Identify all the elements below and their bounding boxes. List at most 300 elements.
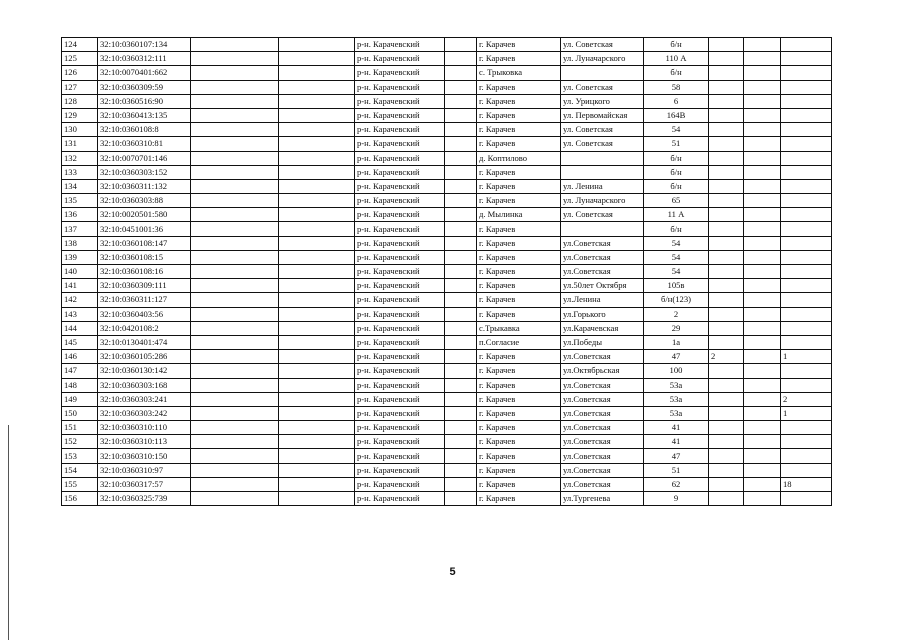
cell-locality: г. Карачев — [477, 364, 561, 378]
cell-extra-2 — [744, 208, 781, 222]
cell-empty — [279, 123, 355, 137]
cell-empty — [445, 265, 477, 279]
cell-district: р-н. Карачевский — [355, 208, 445, 222]
cell-house-number: 54 — [644, 236, 709, 250]
cell-row-number: 125 — [62, 52, 98, 66]
cell-house-number: 2 — [644, 307, 709, 321]
cell-extra-1 — [709, 38, 744, 52]
cell-cadastral-number: 32:10:0360108:15 — [98, 250, 191, 264]
table-row — [62, 477, 832, 491]
cell-district: р-н. Карачевский — [355, 265, 445, 279]
cell-extra-2 — [744, 378, 781, 392]
cell-street — [561, 66, 644, 80]
cell-extra-2 — [744, 222, 781, 236]
cell-street: ул.Карачевская — [561, 321, 644, 335]
cell-empty — [445, 179, 477, 193]
cell-locality: г. Карачев — [477, 80, 561, 94]
cell-house-number: 47 — [644, 350, 709, 364]
cell-cadastral-number: 32:10:0420108:2 — [98, 321, 191, 335]
cell-house-number: 53а — [644, 392, 709, 406]
cell-empty — [445, 321, 477, 335]
cell-extra-2 — [744, 151, 781, 165]
cell-extra-2 — [744, 38, 781, 52]
cell-street: ул. Советская — [561, 38, 644, 52]
cell-empty — [279, 449, 355, 463]
cell-locality: г. Карачев — [477, 293, 561, 307]
cell-empty — [445, 94, 477, 108]
cell-empty — [279, 435, 355, 449]
cell-cadastral-number: 32:10:0360108:8 — [98, 123, 191, 137]
cell-district: р-н. Карачевский — [355, 108, 445, 122]
cell-locality: г. Карачев — [477, 378, 561, 392]
cell-empty — [191, 477, 279, 491]
cell-empty — [191, 392, 279, 406]
cell-house-number: 54 — [644, 265, 709, 279]
cell-empty — [279, 52, 355, 66]
cell-extra-3 — [781, 463, 832, 477]
cell-empty — [191, 335, 279, 349]
cell-empty — [191, 222, 279, 236]
cell-extra-1 — [709, 66, 744, 80]
cell-empty — [191, 435, 279, 449]
cell-extra-2 — [744, 449, 781, 463]
cell-empty — [445, 477, 477, 491]
cell-district: р-н. Карачевский — [355, 449, 445, 463]
cell-empty — [279, 279, 355, 293]
cell-row-number: 137 — [62, 222, 98, 236]
cell-cadastral-number: 32:10:0360303:242 — [98, 406, 191, 420]
cell-extra-3 — [781, 222, 832, 236]
cell-row-number: 150 — [62, 406, 98, 420]
cell-empty — [191, 463, 279, 477]
table-row — [62, 435, 832, 449]
cell-empty — [279, 222, 355, 236]
cell-empty — [445, 250, 477, 264]
cell-empty — [191, 321, 279, 335]
cell-extra-2 — [744, 94, 781, 108]
cell-district: р-н. Карачевский — [355, 335, 445, 349]
cell-house-number: 47 — [644, 449, 709, 463]
cell-empty — [445, 378, 477, 392]
cell-locality: г. Карачев — [477, 392, 561, 406]
cell-row-number: 138 — [62, 236, 98, 250]
cell-row-number: 145 — [62, 335, 98, 349]
cell-row-number: 124 — [62, 38, 98, 52]
cell-extra-2 — [744, 279, 781, 293]
cell-district: р-н. Карачевский — [355, 137, 445, 151]
cell-cadastral-number: 32:10:0360303:241 — [98, 392, 191, 406]
cell-extra-2 — [744, 335, 781, 349]
cell-empty — [445, 165, 477, 179]
cell-street: ул. Ленина — [561, 179, 644, 193]
cell-extra-3 — [781, 137, 832, 151]
cell-street: ул. Первомайская — [561, 108, 644, 122]
cell-empty — [279, 108, 355, 122]
cell-street: ул. Луначарского — [561, 52, 644, 66]
cell-extra-3 — [781, 250, 832, 264]
cell-extra-2 — [744, 477, 781, 491]
cell-extra-2 — [744, 123, 781, 137]
cell-extra-1 — [709, 335, 744, 349]
cell-cadastral-number: 32:10:0360303:88 — [98, 194, 191, 208]
cell-empty — [191, 307, 279, 321]
cell-empty — [279, 38, 355, 52]
cell-street: ул. Советская — [561, 208, 644, 222]
cell-empty — [445, 392, 477, 406]
cell-extra-1 — [709, 208, 744, 222]
cell-empty — [445, 137, 477, 151]
cell-extra-1 — [709, 421, 744, 435]
cell-row-number: 142 — [62, 293, 98, 307]
cell-cadastral-number: 32:10:0360310:97 — [98, 463, 191, 477]
cell-empty — [279, 179, 355, 193]
table-row — [62, 250, 832, 264]
cell-row-number: 147 — [62, 364, 98, 378]
cell-row-number: 128 — [62, 94, 98, 108]
cell-street: ул. Луначарского — [561, 194, 644, 208]
cell-locality: г. Карачев — [477, 222, 561, 236]
cell-extra-2 — [744, 108, 781, 122]
cell-locality: г. Карачев — [477, 194, 561, 208]
cell-house-number: б/н — [644, 151, 709, 165]
cell-row-number: 133 — [62, 165, 98, 179]
cell-extra-1 — [709, 293, 744, 307]
cell-street: ул.Советская — [561, 392, 644, 406]
cell-cadastral-number: 32:10:0360105:286 — [98, 350, 191, 364]
table-row — [62, 194, 832, 208]
cell-house-number: 53а — [644, 406, 709, 420]
cell-cadastral-number: 32:10:0360310:113 — [98, 435, 191, 449]
cell-empty — [445, 236, 477, 250]
cell-empty — [191, 350, 279, 364]
table-row — [62, 151, 832, 165]
table-row — [62, 307, 832, 321]
cell-empty — [279, 194, 355, 208]
cell-street: ул.Советская — [561, 435, 644, 449]
cell-empty — [191, 179, 279, 193]
page-edge-line — [8, 425, 9, 640]
cell-district: р-н. Карачевский — [355, 66, 445, 80]
cell-empty — [445, 335, 477, 349]
cell-row-number: 153 — [62, 449, 98, 463]
cell-empty — [279, 80, 355, 94]
cell-extra-3 — [781, 279, 832, 293]
cell-district: р-н. Карачевский — [355, 293, 445, 307]
cell-extra-3 — [781, 108, 832, 122]
cell-empty — [445, 123, 477, 137]
cell-cadastral-number: 32:10:0360403:56 — [98, 307, 191, 321]
cell-street: ул.Советская — [561, 378, 644, 392]
cell-extra-2 — [744, 194, 781, 208]
cell-district: р-н. Карачевский — [355, 80, 445, 94]
cell-district: р-н. Карачевский — [355, 421, 445, 435]
cell-empty — [279, 151, 355, 165]
table-row — [62, 492, 832, 506]
cell-extra-1 — [709, 463, 744, 477]
cell-street: ул.Советская — [561, 406, 644, 420]
cell-house-number: 9 — [644, 492, 709, 506]
cell-house-number: б/н(123) — [644, 293, 709, 307]
cell-extra-1 — [709, 165, 744, 179]
cell-extra-3 — [781, 165, 832, 179]
cell-locality: г. Карачев — [477, 137, 561, 151]
cell-cadastral-number: 32:10:0360310:110 — [98, 421, 191, 435]
cell-district: р-н. Карачевский — [355, 194, 445, 208]
cell-cadastral-number: 32:10:0360311:132 — [98, 179, 191, 193]
cell-empty — [191, 236, 279, 250]
cell-extra-3 — [781, 66, 832, 80]
cell-row-number: 154 — [62, 463, 98, 477]
cell-district: р-н. Карачевский — [355, 307, 445, 321]
cell-cadastral-number: 32:10:0360303:168 — [98, 378, 191, 392]
table-row — [62, 123, 832, 137]
cell-extra-1 — [709, 123, 744, 137]
cell-house-number: 105в — [644, 279, 709, 293]
cell-locality: г. Карачев — [477, 463, 561, 477]
cell-extra-1 — [709, 435, 744, 449]
cell-house-number: б/н — [644, 38, 709, 52]
cell-empty — [279, 66, 355, 80]
cell-extra-3 — [781, 364, 832, 378]
cell-street: ул.Советская — [561, 350, 644, 364]
cell-empty — [279, 392, 355, 406]
cell-empty — [279, 477, 355, 491]
cell-row-number: 134 — [62, 179, 98, 193]
cell-empty — [279, 406, 355, 420]
cell-empty — [191, 194, 279, 208]
cell-locality: г. Карачев — [477, 108, 561, 122]
cell-empty — [191, 80, 279, 94]
cell-district: р-н. Карачевский — [355, 151, 445, 165]
cell-street: ул.Советская — [561, 421, 644, 435]
cell-locality: г. Карачев — [477, 38, 561, 52]
cell-extra-1 — [709, 179, 744, 193]
cell-cadastral-number: 32:10:0360309:59 — [98, 80, 191, 94]
cell-cadastral-number: 32:10:0360312:111 — [98, 52, 191, 66]
cell-locality: г. Карачев — [477, 421, 561, 435]
cell-house-number: 41 — [644, 435, 709, 449]
cell-district: р-н. Карачевский — [355, 123, 445, 137]
cell-empty — [445, 435, 477, 449]
cell-row-number: 143 — [62, 307, 98, 321]
cell-empty — [445, 364, 477, 378]
cell-empty — [279, 378, 355, 392]
cell-extra-3 — [781, 94, 832, 108]
cell-extra-3 — [781, 208, 832, 222]
cell-locality: п.Согласие — [477, 335, 561, 349]
cell-district: р-н. Карачевский — [355, 279, 445, 293]
cell-empty — [279, 463, 355, 477]
cell-extra-2 — [744, 406, 781, 420]
registry-table-body — [62, 38, 832, 506]
cell-district: р-н. Карачевский — [355, 222, 445, 236]
table-row — [62, 463, 832, 477]
cell-extra-2 — [744, 66, 781, 80]
table-row — [62, 222, 832, 236]
cell-extra-1 — [709, 406, 744, 420]
cell-house-number: 51 — [644, 463, 709, 477]
cell-cadastral-number: 32:10:0360317:57 — [98, 477, 191, 491]
cell-empty — [191, 378, 279, 392]
cell-district: р-н. Карачевский — [355, 350, 445, 364]
cell-empty — [279, 250, 355, 264]
cell-empty — [279, 265, 355, 279]
cell-cadastral-number: 32:10:0360108:147 — [98, 236, 191, 250]
cell-empty — [191, 406, 279, 420]
cell-street — [561, 151, 644, 165]
cell-street: ул.Горького — [561, 307, 644, 321]
cell-empty — [279, 492, 355, 506]
cell-district: р-н. Карачевский — [355, 435, 445, 449]
cell-extra-3 — [781, 449, 832, 463]
cell-empty — [279, 321, 355, 335]
cell-empty — [445, 406, 477, 420]
cell-extra-3 — [781, 151, 832, 165]
table-row — [62, 378, 832, 392]
cell-extra-1: 2 — [709, 350, 744, 364]
cell-row-number: 151 — [62, 421, 98, 435]
cell-row-number: 132 — [62, 151, 98, 165]
cell-district: р-н. Карачевский — [355, 179, 445, 193]
cell-empty — [191, 449, 279, 463]
cell-extra-2 — [744, 364, 781, 378]
cell-district: р-н. Карачевский — [355, 364, 445, 378]
cell-extra-3 — [781, 52, 832, 66]
cell-extra-1 — [709, 492, 744, 506]
table-row — [62, 364, 832, 378]
property-registry-table — [61, 37, 832, 506]
cell-empty — [191, 66, 279, 80]
cell-row-number: 156 — [62, 492, 98, 506]
cell-street — [561, 222, 644, 236]
cell-empty — [279, 94, 355, 108]
cell-locality: г. Карачев — [477, 406, 561, 420]
cell-empty — [445, 293, 477, 307]
cell-empty — [445, 350, 477, 364]
cell-row-number: 141 — [62, 279, 98, 293]
cell-extra-3 — [781, 321, 832, 335]
cell-locality: с.Трыкавка — [477, 321, 561, 335]
table-row — [62, 236, 832, 250]
cell-house-number: б/н — [644, 165, 709, 179]
cell-cadastral-number: 32:10:0360309:111 — [98, 279, 191, 293]
cell-empty — [279, 137, 355, 151]
cell-house-number: 1а — [644, 335, 709, 349]
cell-house-number: б/н — [644, 179, 709, 193]
cell-empty — [445, 80, 477, 94]
cell-extra-3 — [781, 236, 832, 250]
cell-street: ул.Советская — [561, 477, 644, 491]
cell-row-number: 139 — [62, 250, 98, 264]
cell-extra-1 — [709, 52, 744, 66]
cell-empty — [279, 165, 355, 179]
cell-locality: г. Карачев — [477, 179, 561, 193]
cell-extra-1 — [709, 250, 744, 264]
cell-district: р-н. Карачевский — [355, 392, 445, 406]
cell-extra-3: 1 — [781, 350, 832, 364]
cell-cadastral-number: 32:10:0360325:739 — [98, 492, 191, 506]
cell-street: ул.Ленина — [561, 293, 644, 307]
cell-empty — [445, 108, 477, 122]
cell-empty — [445, 492, 477, 506]
cell-house-number: 54 — [644, 123, 709, 137]
table-row — [62, 94, 832, 108]
cell-extra-2 — [744, 80, 781, 94]
cell-district: р-н. Карачевский — [355, 236, 445, 250]
cell-row-number: 126 — [62, 66, 98, 80]
cell-house-number: 62 — [644, 477, 709, 491]
cell-extra-3 — [781, 194, 832, 208]
cell-extra-1 — [709, 222, 744, 236]
cell-district: р-н. Карачевский — [355, 38, 445, 52]
cell-locality: г. Карачев — [477, 94, 561, 108]
table-row — [62, 321, 832, 335]
cell-extra-3 — [781, 80, 832, 94]
cell-street: ул.Октябрьская — [561, 364, 644, 378]
cell-locality: г. Карачев — [477, 350, 561, 364]
cell-empty — [191, 293, 279, 307]
table-row — [62, 392, 832, 406]
cell-cadastral-number: 32:10:0360413:135 — [98, 108, 191, 122]
cell-house-number: б/н — [644, 222, 709, 236]
cell-empty — [191, 208, 279, 222]
cell-district: р-н. Карачевский — [355, 321, 445, 335]
cell-row-number: 144 — [62, 321, 98, 335]
cell-empty — [445, 463, 477, 477]
cell-locality: д. Мылинка — [477, 208, 561, 222]
cell-extra-2 — [744, 265, 781, 279]
cell-extra-2 — [744, 463, 781, 477]
table-row — [62, 449, 832, 463]
cell-locality: г. Карачев — [477, 52, 561, 66]
cell-extra-3: 1 — [781, 406, 832, 420]
cell-house-number: 100 — [644, 364, 709, 378]
cell-empty — [191, 38, 279, 52]
cell-cadastral-number: 32:10:0360108:16 — [98, 265, 191, 279]
cell-street: ул.Победы — [561, 335, 644, 349]
cell-row-number: 135 — [62, 194, 98, 208]
cell-empty — [191, 151, 279, 165]
table-row — [62, 335, 832, 349]
cell-district: р-н. Карачевский — [355, 477, 445, 491]
cell-empty — [279, 208, 355, 222]
cell-empty — [191, 108, 279, 122]
table-row — [62, 179, 832, 193]
cell-empty — [191, 94, 279, 108]
cell-cadastral-number: 32:10:0360130:142 — [98, 364, 191, 378]
cell-district: р-н. Карачевский — [355, 52, 445, 66]
cell-extra-2 — [744, 435, 781, 449]
cell-extra-3 — [781, 378, 832, 392]
table-row — [62, 293, 832, 307]
cell-extra-2 — [744, 250, 781, 264]
table-row — [62, 38, 832, 52]
cell-empty — [191, 250, 279, 264]
cell-row-number: 136 — [62, 208, 98, 222]
cell-cadastral-number: 32:10:0130401:474 — [98, 335, 191, 349]
cell-extra-3 — [781, 335, 832, 349]
cell-house-number: 11 А — [644, 208, 709, 222]
cell-row-number: 127 — [62, 80, 98, 94]
cell-locality: г. Карачев — [477, 449, 561, 463]
cell-extra-1 — [709, 236, 744, 250]
cell-cadastral-number: 32:10:0070701:146 — [98, 151, 191, 165]
cell-cadastral-number: 32:10:0360310:150 — [98, 449, 191, 463]
cell-empty — [445, 222, 477, 236]
cell-extra-3 — [781, 123, 832, 137]
cell-extra-2 — [744, 350, 781, 364]
cell-empty — [191, 137, 279, 151]
